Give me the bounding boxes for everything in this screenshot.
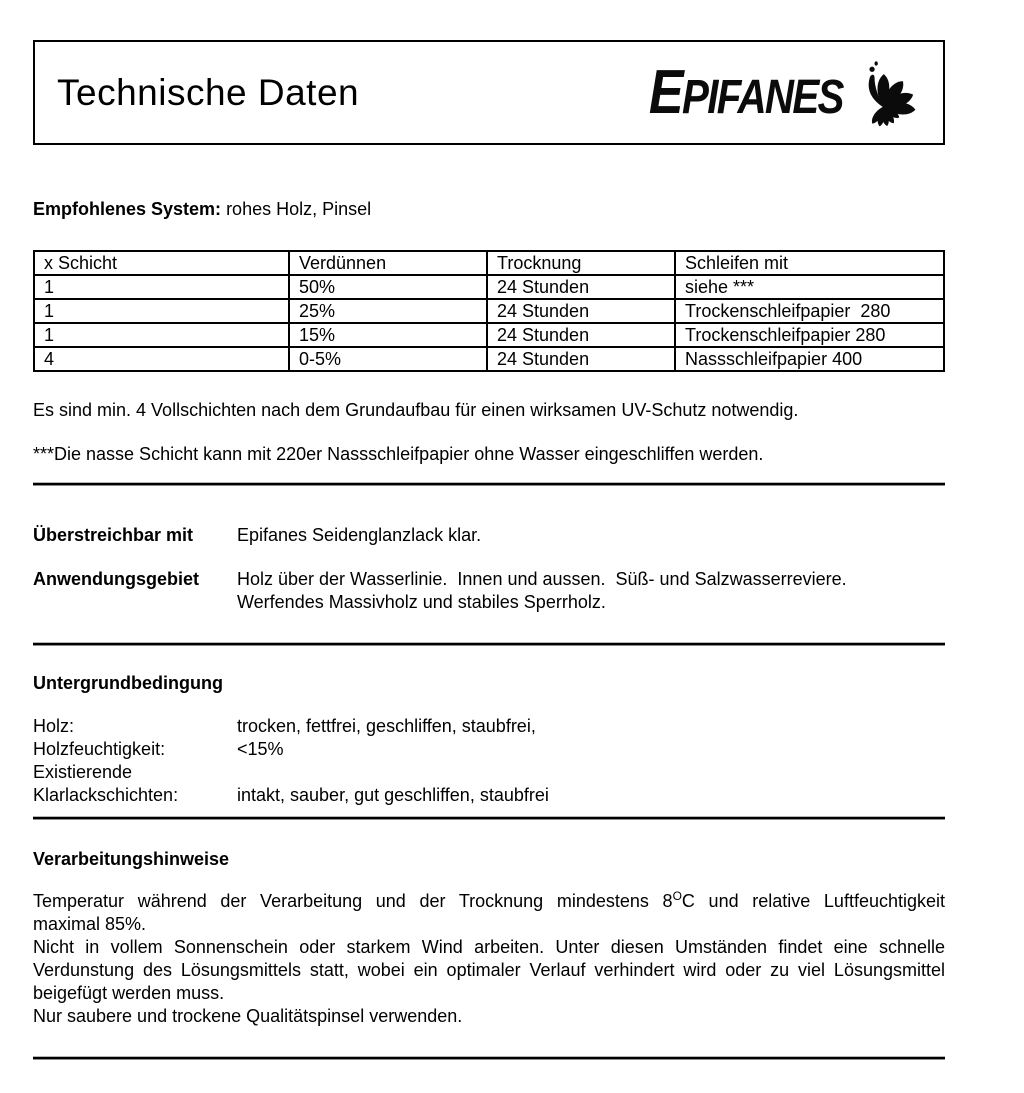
substrate-row-label: Holz: — [33, 716, 75, 736]
page-title: Technische Daten — [57, 72, 360, 113]
cell-trocknung: 24 Stunden — [487, 299, 675, 323]
wet-coat-note: ***Die nasse Schicht kann mit 220er Nassschleifpapier ohne Wasser eingeschliffen werden. — [33, 444, 764, 464]
uv-note: Es sind min. 4 Vollschichten nach dem Grundaufbau für einen wirksamen UV-Schutz notwendig. — [33, 400, 799, 420]
application-value-line2: Werfendes Massivholz und stabiles Sperrholz. — [237, 592, 606, 612]
application-value-line1: Holz über der Wasserlinie. Innen und aussen. Süß- und Salzwasserreviere. — [237, 569, 847, 589]
table-row — [34, 299, 944, 323]
application-row — [33, 568, 945, 614]
application-value — [237, 568, 945, 614]
cell-schicht: 1 — [34, 299, 289, 323]
recommended-system-line — [33, 198, 945, 221]
temp-text-before: Temperatur während der Verarbeitung und der Trocknung mindestens 8 — [33, 891, 673, 911]
application-label: Anwendungsgebiet — [33, 569, 199, 589]
cell-trocknung: 24 Stunden — [487, 347, 675, 371]
col-header-verduennen: Verdünnen — [289, 251, 487, 275]
cell-schicht: 4 — [34, 347, 289, 371]
processing-wind-line1: Nicht in vollem Sonnenschein oder starkem Wind arbeiten. Unter diesen Umständen findet eine schnelle — [33, 937, 945, 957]
cell-schleifen: Nassschleifpapier 400 — [675, 347, 944, 371]
substrate-row-value: trocken, fettfrei, geschliffen, staubfrei, — [237, 716, 536, 736]
col-header-schicht: x Schicht — [34, 251, 289, 275]
wordmark-rest: PIFANES — [682, 70, 843, 124]
recommended-system-label: Empfohlenes System: — [33, 199, 222, 219]
cell-verduennen: 50% — [289, 275, 487, 299]
recommended-system-value: rohes Holz, Pinsel — [221, 199, 372, 219]
substrate-row-value: <15% — [237, 739, 284, 759]
cell-trocknung: 24 Stunden — [487, 275, 675, 299]
table-row — [34, 323, 944, 347]
substrate-heading: Untergrundbedingung — [33, 673, 223, 693]
epifanes-wordmark — [649, 57, 843, 127]
processing-temp-line — [33, 890, 945, 913]
overcoat-label: Überstreichbar mit — [33, 525, 194, 545]
processing-heading: Verarbeitungshinweise — [33, 849, 230, 869]
cell-verduennen: 25% — [289, 299, 487, 323]
divider-rule — [33, 1056, 945, 1060]
col-header-trocknung: Trocknung — [487, 251, 675, 275]
epifanes-splash-icon — [845, 47, 927, 139]
substrate-row-value: intakt, sauber, gut geschliffen, staubfrei — [237, 785, 549, 805]
substrate-row-label: Holzfeuchtigkeit: — [33, 739, 166, 759]
table-header-row — [34, 251, 944, 275]
page-content — [33, 0, 945, 1060]
substrate-table — [33, 715, 945, 807]
divider-rule — [33, 642, 945, 646]
cell-schleifen: Trockenschleifpapier 280 — [675, 323, 944, 347]
table-row — [34, 275, 944, 299]
cell-verduennen: 0-5% — [289, 347, 487, 371]
divider-rule — [33, 816, 945, 820]
substrate-row-label: Klarlackschichten: — [33, 785, 179, 805]
divider-rule — [33, 482, 945, 486]
cell-schleifen: Trockenschleifpapier 280 — [675, 299, 944, 323]
degree-superscript: O — [672, 889, 682, 903]
coating-schedule-table — [33, 250, 945, 372]
processing-brush-line: Nur saubere und trockene Qualitätspinsel verwenden. — [33, 1006, 463, 1026]
cell-schicht: 1 — [34, 323, 289, 347]
col-header-schleifen: Schleifen mit — [675, 251, 944, 275]
cell-schleifen: siehe *** — [675, 275, 944, 299]
cell-verduennen: 15% — [289, 323, 487, 347]
substrate-row-value — [237, 761, 945, 784]
processing-paragraphs — [33, 890, 945, 1028]
processing-wind-line2: Verdunstung des Lösungsmittels statt, wobei ein optimaler Verlauf verhindert wird oder zu viel Lösungsmittel — [33, 960, 945, 980]
overcoat-value: Epifanes Seidenglanzlack klar. — [237, 525, 482, 545]
cell-trocknung: 24 Stunden — [487, 323, 675, 347]
processing-wind-line3: beigefügt werden muss. — [33, 983, 225, 1003]
cell-schicht: 1 — [34, 275, 289, 299]
processing-temp-line-end: maximal 85%. — [33, 914, 147, 934]
temp-text-after: C und relative Luftfeuchtigkeit — [681, 891, 945, 911]
wordmark-initial: E — [649, 57, 683, 127]
substrate-row-label: Existierende — [33, 762, 133, 782]
overcoat-row — [33, 524, 945, 547]
header-box — [33, 40, 945, 145]
epifanes-logo — [612, 47, 927, 139]
table-row — [34, 347, 944, 371]
